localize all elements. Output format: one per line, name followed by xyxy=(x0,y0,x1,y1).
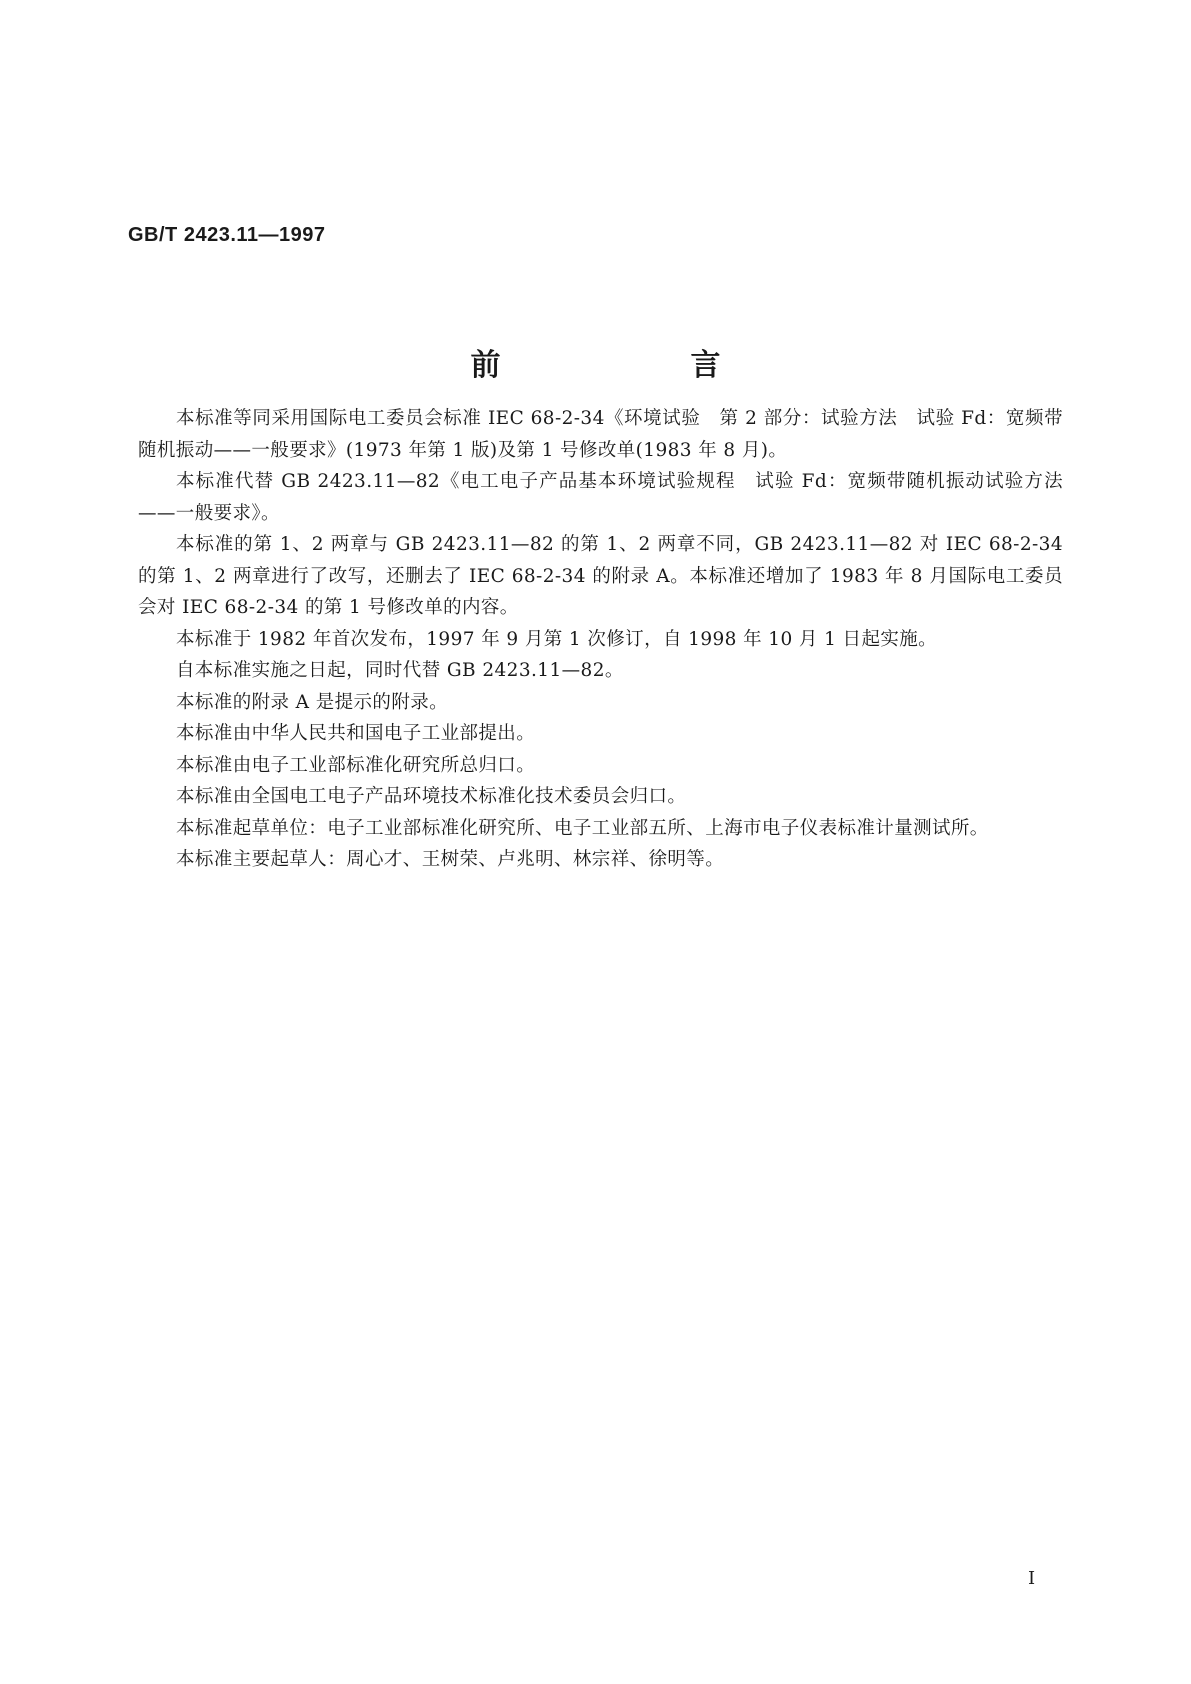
paragraph-supersedes: 自本标准实施之日起，同时代替 GB 2423.11—82。 xyxy=(176,660,624,681)
page-number: I xyxy=(1028,1568,1036,1589)
paragraph-drafting-units: 本标准起草单位：电子工业部标准化研究所、电子工业部五所、上海市电子仪表标准计量测试所。 xyxy=(176,817,989,839)
paragraph-general-management: 本标准由电子工业部标准化研究所总归口。 xyxy=(176,754,536,776)
paragraph-proposer: 本标准由中华人民共和国电子工业部提出。 xyxy=(176,723,536,744)
paragraph-drafters: 本标准主要起草人：周心才、王树荣、卢兆明、林宗祥、徐明等。 xyxy=(176,849,725,870)
page-title: 前 言 xyxy=(470,348,801,383)
standard-code: GB/T 2423.11—1997 xyxy=(128,224,326,246)
paragraph-history: 本标准于 1982 年首次发布，1997 年 9 月第 1 次修订，自 1998 年 10 月 1 日起实施。 xyxy=(176,628,938,650)
paragraph-committee: 本标准由全国电工电子产品环境技术标准化技术委员会归口。 xyxy=(176,786,687,807)
foreword-body xyxy=(138,403,1063,876)
paragraph-differences: 本标准的第 1、2 两章与 GB 2423.11—82 的第 1、2 两章不同，GB 2423.11—82 对 IEC 68-2-34 的第 1、2 两章进行了改写，还删去了 IEC 68-2-34 的附录 A。本标准还增加了 1983 年 8 月国际电工委员会对 IEC 68-2-34 的第 1 号修改单的内容。 xyxy=(138,534,1063,618)
paragraph-adoption: 本标准等同采用国际电工委员会标准 IEC 68-2-34《环境试验 第 2 部分：试验方法 试验 Fd：宽频带随机振动——一般要求》(1973 年第 1 版)及第 1 号修改单(1983 年 8 月)。 xyxy=(138,408,1063,461)
paragraph-replacement: 本标准代替 GB 2423.11—82《电工电子产品基本环境试验规程 试验 Fd：宽频带随机振动试验方法——一般要求》。 xyxy=(138,471,1063,524)
paragraph-annex: 本标准的附录 A 是提示的附录。 xyxy=(176,691,449,713)
